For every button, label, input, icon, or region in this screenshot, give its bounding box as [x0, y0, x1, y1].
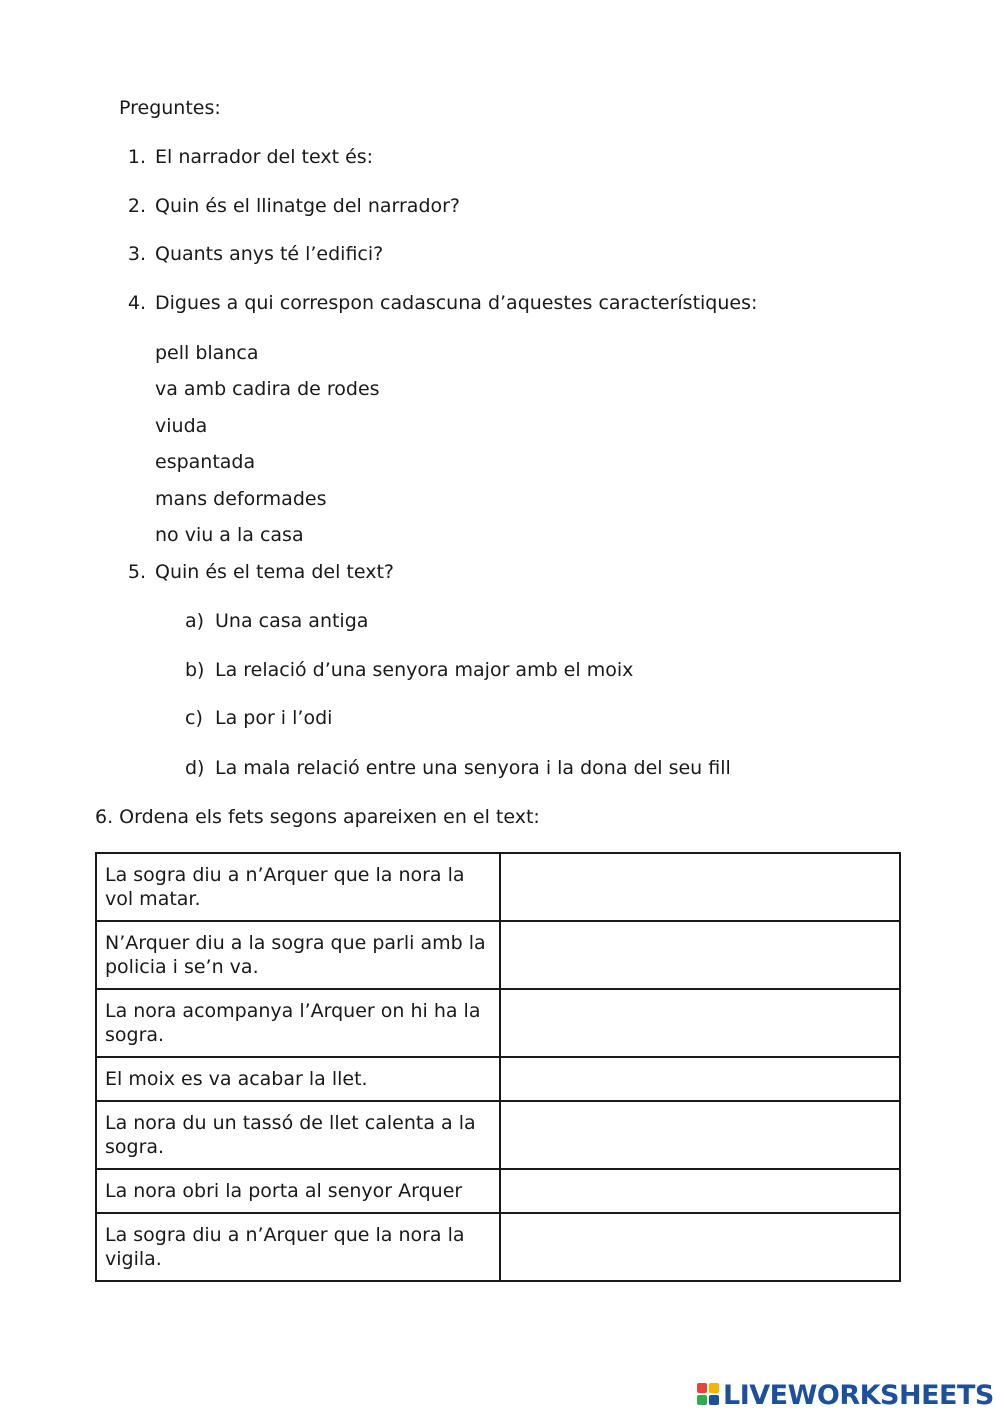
option-text: La por i l’odi [215, 707, 333, 729]
question-number: 1. [127, 146, 146, 168]
characteristic-item: espantada [155, 451, 256, 473]
question-text: Quin és el llinatge del narrador? [155, 195, 461, 217]
characteristic-item: va amb cadira de rodes [155, 378, 380, 400]
event-text: La nora du un tassó de llet calenta a la sogra. [96, 1101, 500, 1169]
table-row [96, 1169, 900, 1213]
logo-text: LIVEWORKSHEETS [723, 1379, 994, 1411]
order-answer-field[interactable] [500, 1101, 900, 1169]
characteristic-item: mans deformades [155, 488, 327, 510]
option-letter: d) [185, 757, 205, 779]
page-title: Preguntes: [119, 97, 221, 119]
order-answer-field[interactable] [500, 1213, 900, 1281]
question-text: Quin és el tema del text? [155, 561, 394, 583]
table-row [96, 1213, 900, 1281]
table-row [96, 921, 900, 989]
question-number: 2. [127, 195, 146, 217]
characteristic-item: pell blanca [155, 342, 259, 364]
option-text: Una casa antiga [215, 610, 369, 632]
order-answer-field[interactable] [500, 921, 900, 989]
question-text: El narrador del text és: [155, 146, 374, 168]
table-row [96, 989, 900, 1057]
question-text: Digues a qui correspon cadascuna d’aquestes característiques: [155, 292, 758, 314]
event-text: El moix es va acabar la llet. [96, 1057, 500, 1101]
question-number: 3. [127, 243, 146, 265]
characteristic-item: viuda [155, 415, 208, 437]
table-row [96, 1057, 900, 1101]
characteristic-item: no viu a la casa [155, 524, 304, 546]
event-text: La sogra diu a n’Arquer que la nora la vigila. [96, 1213, 500, 1281]
logo-blocks-icon [697, 1382, 721, 1408]
event-text: La nora obri la porta al senyor Arquer [96, 1169, 500, 1213]
option-letter: b) [185, 659, 205, 681]
option-text: La mala relació entre una senyora i la dona del seu fill [215, 757, 731, 779]
question-number: 5. [127, 561, 146, 583]
table-row [96, 853, 900, 921]
option-text: La relació d’una senyora major amb el moix [215, 659, 634, 681]
liveworksheets-logo [697, 1380, 994, 1410]
order-answer-field[interactable] [500, 989, 900, 1057]
event-text: La nora acompanya l’Arquer on hi ha la sogra. [96, 989, 500, 1057]
event-text: La sogra diu a n’Arquer que la nora la vol matar. [96, 853, 500, 921]
table-row [96, 1101, 900, 1169]
order-answer-field[interactable] [500, 1057, 900, 1101]
event-text: N’Arquer diu a la sogra que parli amb la policia i se’n va. [96, 921, 500, 989]
order-table [95, 852, 901, 1282]
order-answer-field[interactable] [500, 1169, 900, 1213]
option-letter: c) [185, 707, 203, 729]
question-number: 4. [127, 292, 146, 314]
question-text: Quants anys té l’edifici? [155, 243, 384, 265]
order-answer-field[interactable] [500, 853, 900, 921]
order-title: 6. Ordena els fets segons apareixen en el text: [95, 806, 540, 828]
option-letter: a) [185, 610, 205, 632]
